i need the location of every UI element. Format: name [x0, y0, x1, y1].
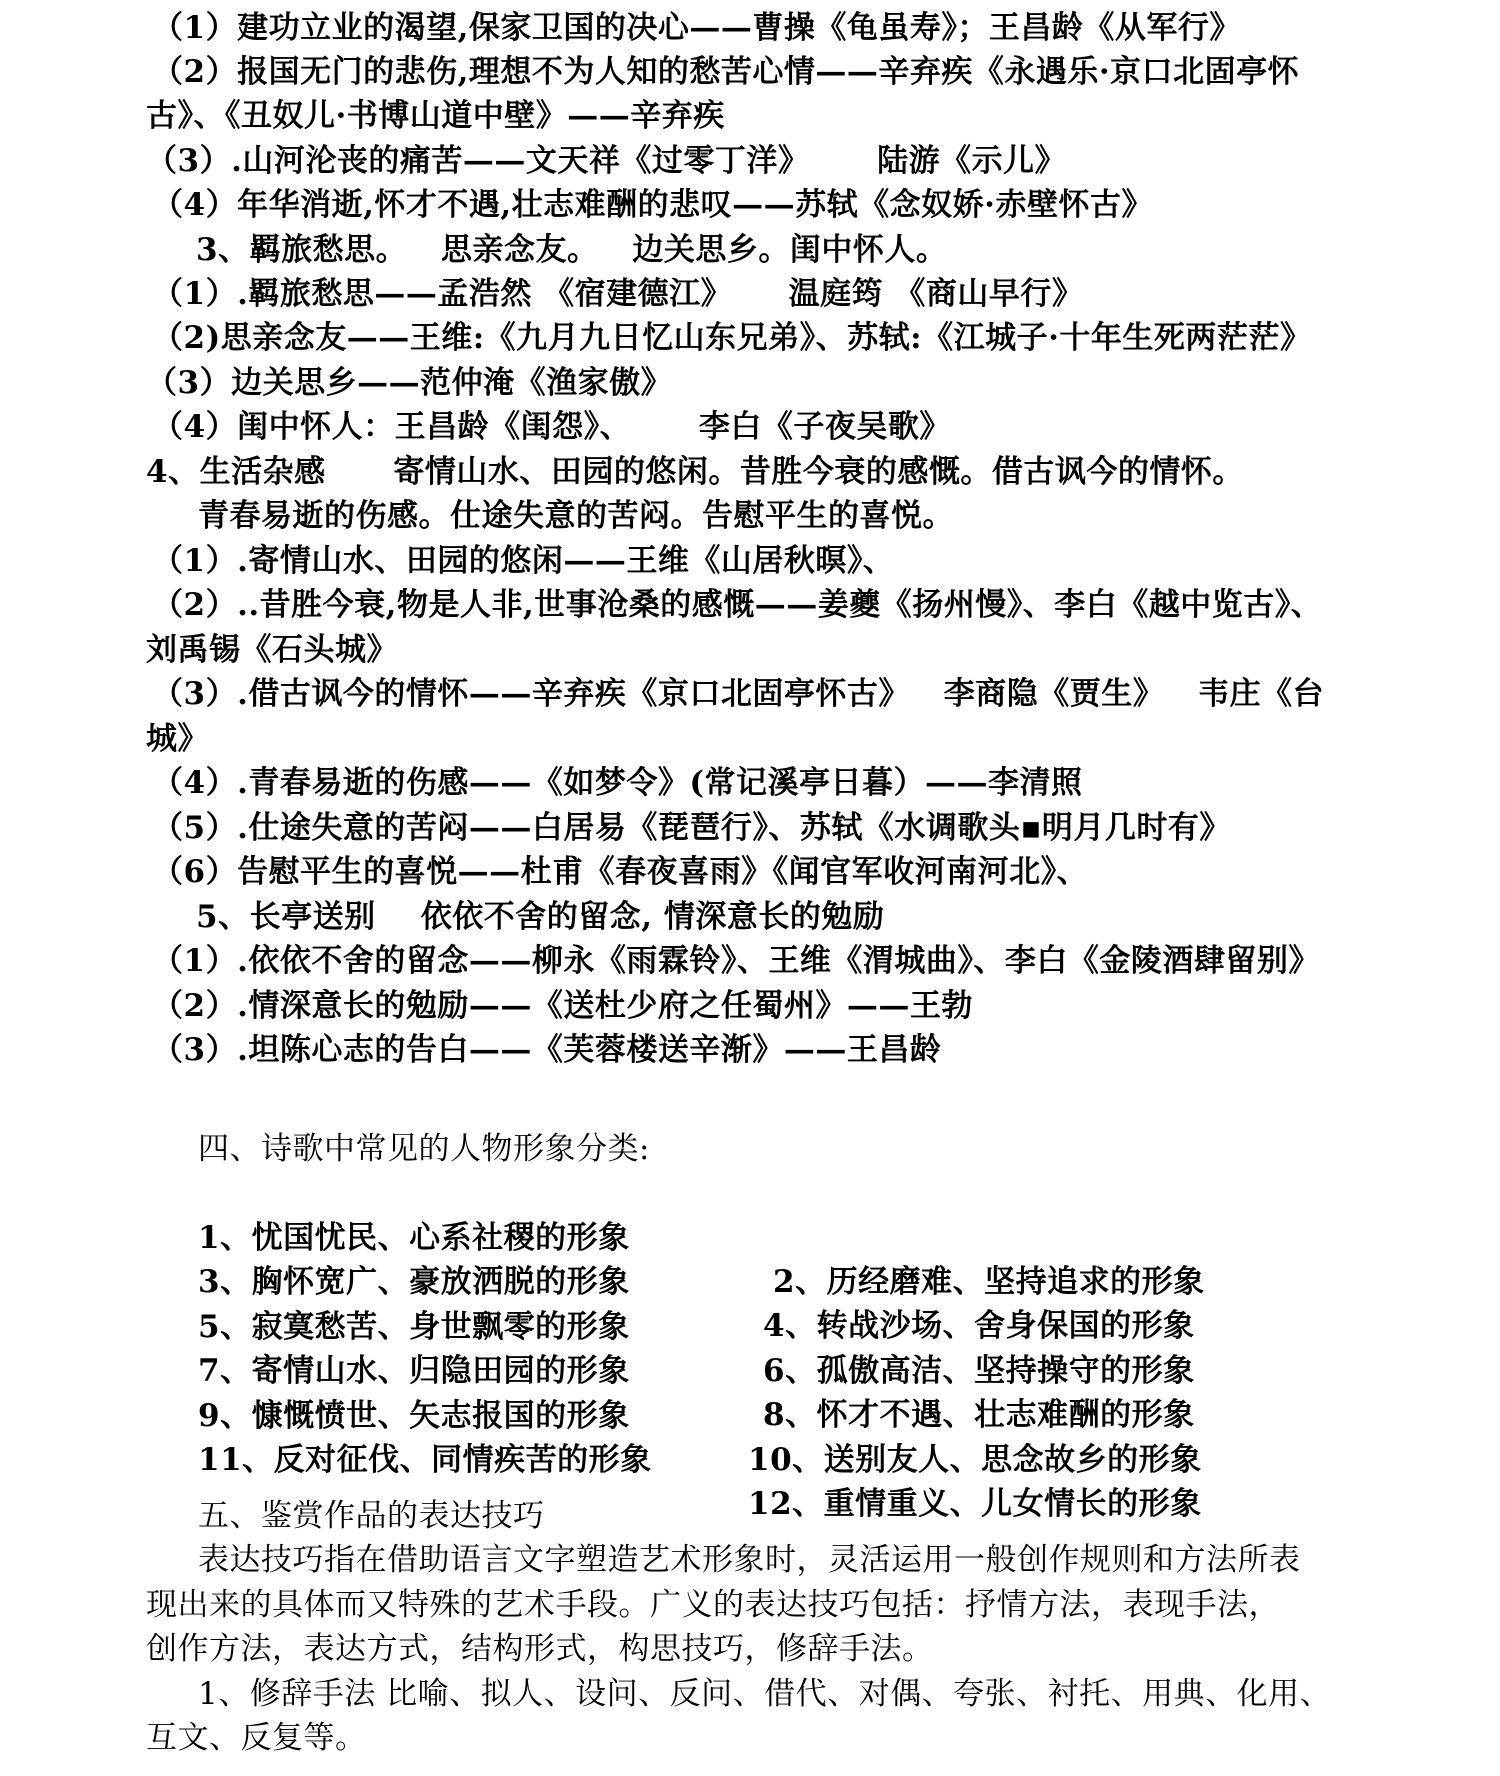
list-item: 9、慷慨愤世、矢志报国的形象	[198, 1398, 630, 1434]
list-item: 10、送别友人、思念故乡的形象	[748, 1442, 1202, 1478]
list-item: 4、转战沙场、舍身保国的形象	[763, 1308, 1195, 1344]
text-line: （4）闺中怀人：王昌龄《闺怨》、 李白《子夜吴歌》	[152, 409, 951, 445]
text-line: （3）.坦陈心志的告白——《芙蓉楼送辛渐》——王昌龄	[152, 1032, 942, 1068]
text-line: （2）报国无门的悲伤,理想不为人知的愁苦心情——辛弃疾《永遇乐·京口北固亭怀	[152, 54, 1300, 90]
text-line: 1、修辞手法 比喻、拟人、设问、反问、借代、对偶、夸张、衬托、用典、化用、	[198, 1676, 1332, 1712]
list-item: 5、寂寞愁苦、身世飘零的形象	[198, 1309, 630, 1345]
text-line: （3）.借古讽今的情怀——辛弃疾《京口北固亭怀古》 李商隐《贾生》 韦庄《台	[152, 676, 1325, 712]
text-line: 青春易逝的伤感。仕途失意的苦闷。告慰平生的喜悦。	[198, 498, 954, 534]
text-line: （5）.仕途失意的苦闷——白居易《琵琶行》、苏轼《水调歌头▪明月几时有》	[152, 810, 1231, 846]
list-item: 8、怀才不遇、壮志难酬的形象	[763, 1397, 1195, 1433]
text-line: （1）.寄情山水、田园的悠闲——王维《山居秋暝》、	[152, 543, 895, 579]
text-line: 城》	[146, 721, 209, 757]
text-line: （3）边关思乡——范仲淹《渔家傲》	[146, 365, 673, 401]
text-line: 创作方法，表达方式，结构形式，构思技巧，修辞手法。	[146, 1631, 934, 1667]
list-item: 12、重情重义、儿女情长的形象	[748, 1486, 1202, 1522]
text-line: （1）建功立业的渴望,保家卫国的决心——曹操《龟虽寿》；王昌龄《从军行》	[152, 10, 1241, 46]
section-heading: 五、鉴赏作品的表达技巧	[198, 1498, 545, 1534]
text-line: （4）年华消逝,怀才不遇,壮志难酬的悲叹——苏轼《念奴娇·赤壁怀古》	[152, 187, 1153, 223]
text-line: 古》、《丑奴儿·书博山道中壁》——辛弃疾	[146, 98, 725, 134]
text-line: （6）告慰平生的喜悦——杜甫《春夜喜雨》《闻官军收河南河北》、	[152, 854, 1089, 890]
text-line: 5、长亭送别 依依不舍的留念, 情深意长的勉励	[196, 899, 885, 935]
list-item: 6、孤傲高洁、坚持操守的形象	[763, 1353, 1195, 1389]
text-line: （2）.情深意长的勉励——《送杜少府之任蜀州》——王勃	[152, 988, 973, 1024]
section-heading: 四、诗歌中常见的人物形象分类:	[198, 1131, 650, 1167]
text-line: 3、羁旅愁思。 思亲念友。 边关思乡。闺中怀人。	[196, 232, 948, 268]
list-item: 7、寄情山水、归隐田园的形象	[198, 1353, 630, 1389]
text-line: 现出来的具体而又特殊的艺术手段。广义的表达技巧包括：抒情方法，表现手法，	[146, 1587, 1280, 1623]
text-line: 互文、反复等。	[146, 1720, 367, 1756]
list-item: 11、反对征伐、同情疾苦的形象	[198, 1442, 652, 1478]
text-line: （2）..昔胜今衰,物是人非,世事沧桑的感慨——姜夔《扬州慢》、李白《越中览古》、	[152, 587, 1323, 623]
text-line: （2)思亲念友——王维:《九月九日忆山东兄弟》、苏轼:《江城子·十年生死两茫茫》	[152, 320, 1312, 356]
text-line: （1）.羁旅愁思——孟浩然 《宿建德江》 温庭筠 《商山早行》	[152, 276, 1084, 312]
text-line: （3）.山河沦丧的痛苦——文天祥《过零丁洋》 陆游《示儿》	[146, 143, 1067, 179]
text-line: 表达技巧指在借助语言文字塑造艺术形象时，灵活运用一般创作规则和方法所表	[198, 1542, 1301, 1578]
text-line: 刘禹锡《石头城》	[146, 632, 398, 668]
list-item: 3、胸怀宽广、豪放洒脱的形象	[198, 1264, 630, 1300]
list-item: 2、历经磨难、坚持追求的形象	[773, 1264, 1205, 1300]
text-line: （4）.青春易逝的伤感——《如梦令》(常记溪亭日暮）——李清照	[152, 765, 1083, 801]
text-line: 4、生活杂感 寄情山水、田园的悠闲。昔胜今衰的感慨。借古讽今的情怀。	[146, 454, 1244, 490]
text-line: （1）.依依不舍的留念——柳永《雨霖铃》、王维《渭城曲》、李白《金陵酒肆留别》	[152, 943, 1320, 979]
list-item: 1、忧国忧民、心系社稷的形象	[198, 1220, 630, 1256]
